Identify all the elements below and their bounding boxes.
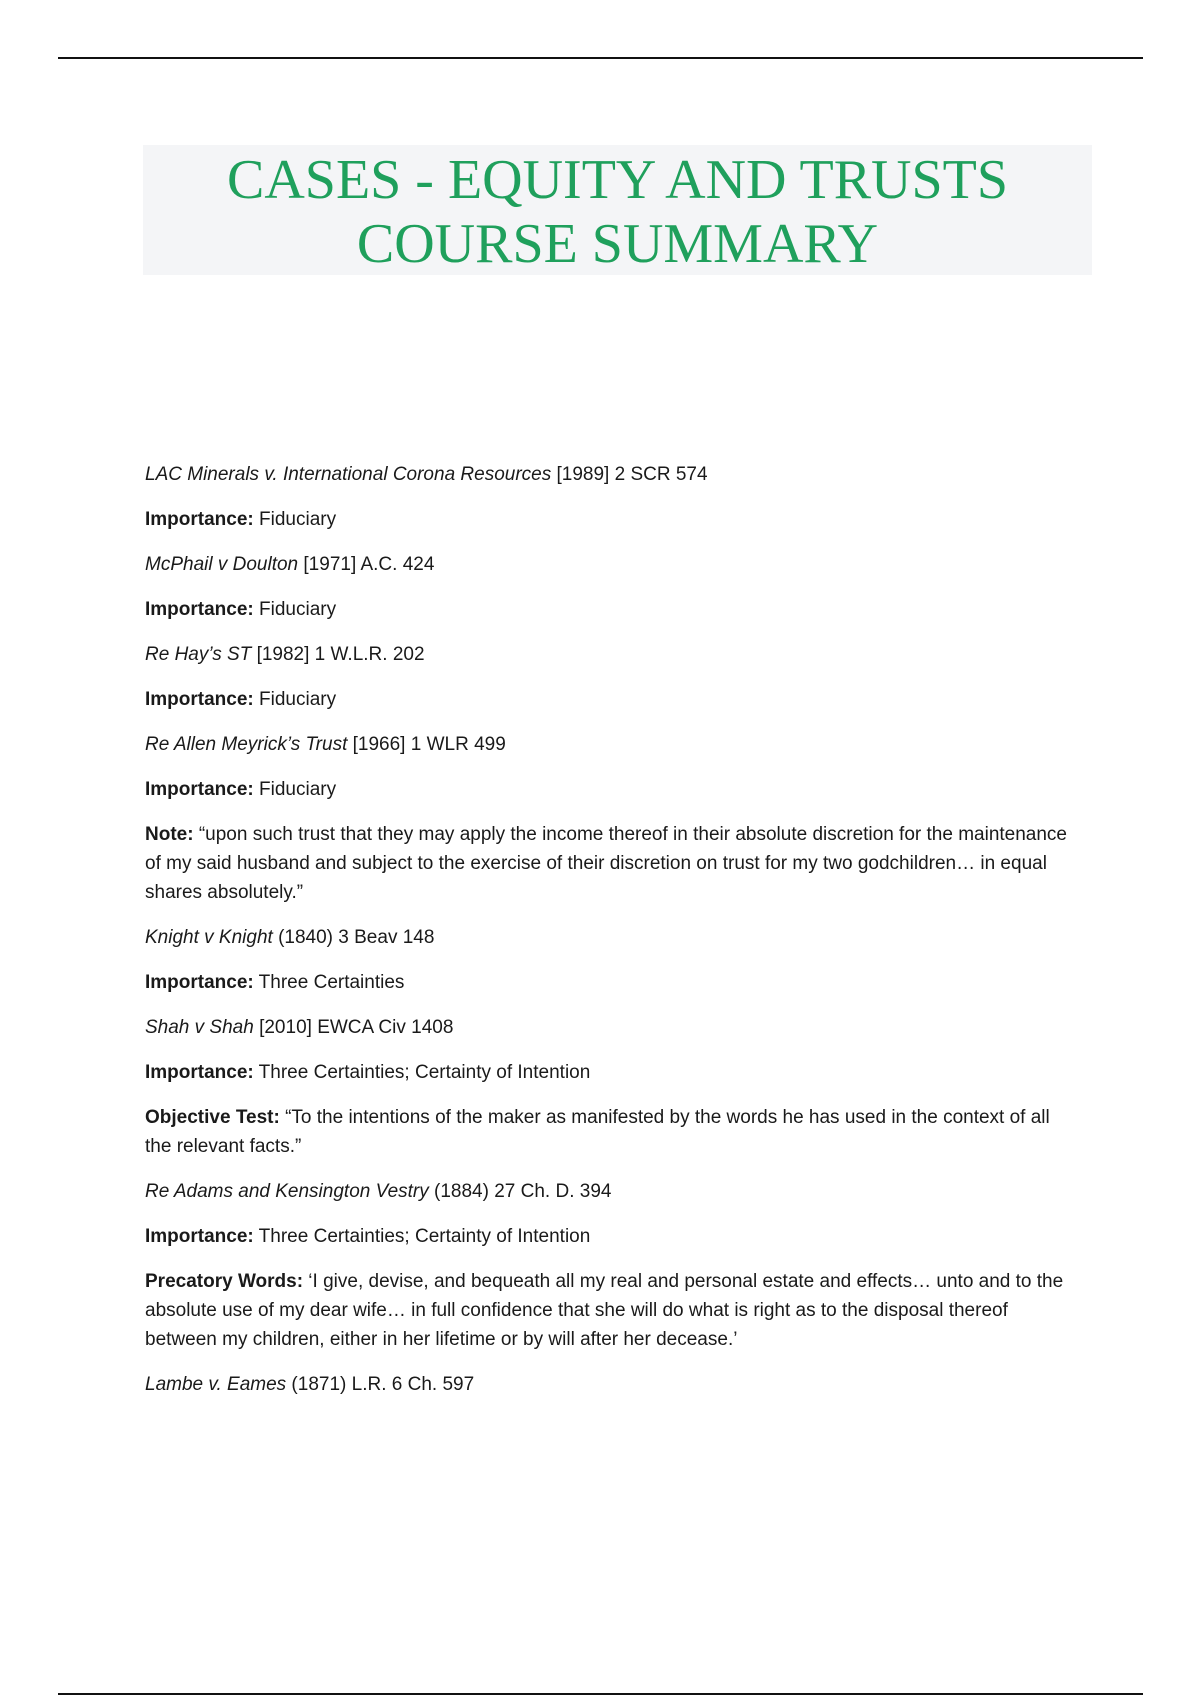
case-citation: [1971] A.C. 424 [298, 554, 435, 575]
case-list [145, 460, 1075, 1415]
importance-label: Importance: [145, 779, 254, 800]
case-name: LAC Minerals v. International Corona Resources [145, 464, 552, 485]
case-entry [145, 460, 1075, 489]
case-citation: [1982] 1 W.L.R. 202 [251, 644, 425, 665]
title-banner [143, 145, 1092, 275]
objective-test-text: “To the intentions of the maker as manifested by the words he has used in the context of all the relevant facts.” [145, 1107, 1050, 1157]
importance-value: Three Certainties [253, 972, 405, 993]
footer-rule [58, 1693, 1143, 1695]
objective-test-label: Objective Test: [145, 1107, 280, 1128]
case-entry [145, 1013, 1075, 1042]
precatory-words-line [145, 1267, 1075, 1354]
precatory-words-label: Precatory Words: [145, 1271, 304, 1292]
note-line [145, 820, 1075, 907]
precatory-words-text: ‘I give, devise, and bequeath all my real and personal estate and effects… unto and to the absolute use of my dear wife… in full confidence that she will do what is right as to the disposal thereof between my children, either in her lifetime or by will after her decease.’ [145, 1271, 1064, 1350]
importance-label: Importance: [145, 509, 254, 530]
importance-line [145, 968, 1075, 997]
importance-label: Importance: [145, 599, 254, 620]
importance-label: Importance: [145, 1226, 254, 1247]
importance-line [145, 1058, 1075, 1087]
importance-value: Three Certainties; Certainty of Intention [253, 1062, 591, 1083]
importance-value: Fiduciary [253, 599, 337, 620]
importance-label: Importance: [145, 972, 254, 993]
importance-line [145, 1222, 1075, 1251]
importance-value: Fiduciary [253, 779, 337, 800]
case-name: Lambe v. Eames [145, 1374, 287, 1395]
objective-test-line [145, 1103, 1075, 1161]
case-name: Shah v Shah [145, 1017, 254, 1038]
note-label: Note: [145, 824, 194, 845]
case-citation: [1966] 1 WLR 499 [347, 734, 506, 755]
importance-line [145, 685, 1075, 714]
importance-line [145, 505, 1075, 534]
case-name: Re Hay’s ST [145, 644, 252, 665]
case-entry [145, 550, 1075, 579]
header-rule [58, 57, 1143, 59]
case-entry [145, 1177, 1075, 1206]
title-line-2: COURSE SUMMARY [356, 213, 879, 275]
case-entry [145, 923, 1075, 952]
importance-line [145, 775, 1075, 804]
case-name: Re Allen Meyrick’s Trust [145, 734, 348, 755]
case-name: Re Adams and Kensington Vestry [145, 1181, 429, 1202]
case-citation: [2010] EWCA Civ 1408 [253, 1017, 454, 1038]
importance-value: Fiduciary [253, 689, 337, 710]
importance-value: Three Certainties; Certainty of Intention [253, 1226, 591, 1247]
case-name: Knight v Knight [145, 927, 273, 948]
case-citation: (1840) 3 Beav 148 [272, 927, 435, 948]
case-name: McPhail v Doulton [145, 554, 299, 575]
case-entry [145, 730, 1075, 759]
importance-line [145, 595, 1075, 624]
document-title [143, 145, 1092, 276]
importance-label: Importance: [145, 1062, 254, 1083]
case-citation: (1884) 27 Ch. D. 394 [428, 1181, 612, 1202]
note-text: “upon such trust that they may apply the income thereof in their absolute discretion for the maintenance of my said husband and subject to the exercise of their discretion on trust for my two godchildren… in equal shares absolutely.” [145, 824, 1067, 903]
case-citation: [1989] 2 SCR 574 [551, 464, 708, 485]
importance-value: Fiduciary [253, 509, 337, 530]
case-entry [145, 640, 1075, 669]
title-line-1: CASES - EQUITY AND TRUSTS [227, 149, 1008, 211]
importance-label: Importance: [145, 689, 254, 710]
case-entry [145, 1370, 1075, 1399]
case-citation: (1871) L.R. 6 Ch. 597 [286, 1374, 475, 1395]
